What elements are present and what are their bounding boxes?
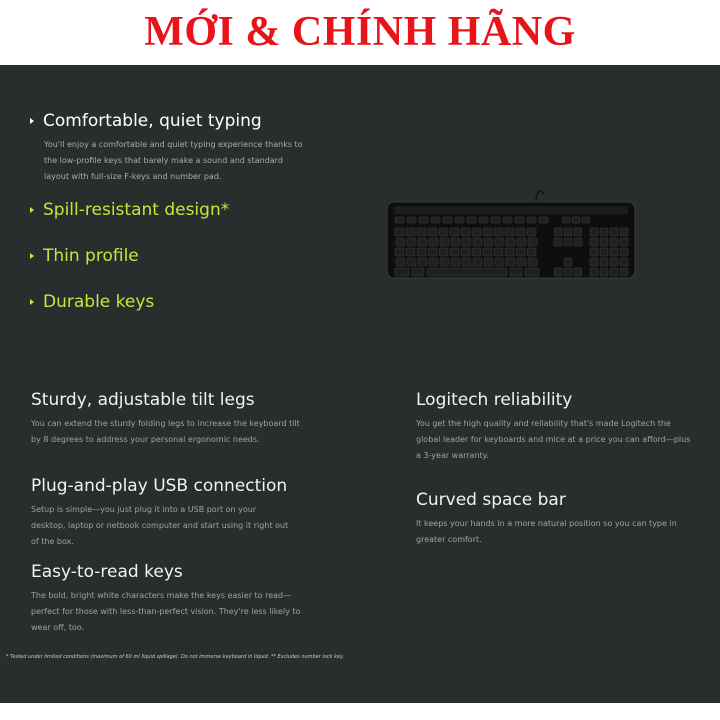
footnote: * Tested under limited conditions (maximum of 60 ml liquid spillage). Do not immerse keyboard in liquid. ** Excludes number lock key. [6,654,345,660]
feature-label: Spill-resistant design* [43,200,230,220]
feature-comfortable-quiet-typing[interactable] [30,111,262,131]
arrow-right-icon [30,118,34,124]
banner [0,0,720,65]
section-title-easy-keys: Easy-to-read keys [31,562,183,582]
section-title-space-bar: Curved space bar [416,490,566,510]
section-title-tilt-legs: Sturdy, adjustable tilt legs [31,390,255,410]
arrow-right-icon [30,207,34,213]
section-title-usb: Plug-and-play USB connection [31,476,288,496]
feature-description: You'll enjoy a comfortable and quiet typing experience thanks to the low-profile keys that barely make a sound and standard layout with full-size F-keys and number pad. [44,140,303,181]
section-description-reliability: You get the high quality and reliability that's made Logitech the global leader for keyboards and mice at a price you can afford—plus a 3-year warranty. [416,419,691,460]
feature-thin-profile[interactable] [30,246,139,266]
feature-label: Comfortable, quiet typing [43,111,262,131]
arrow-right-icon [30,299,34,305]
section-description-usb: Setup is simple—you just plug it into a USB port on your desktop, laptop or netbook computer and start using it right out of the box. [31,505,289,546]
feature-spill-resistant[interactable] [30,200,229,220]
arrow-right-icon [30,253,34,259]
section-description-easy-keys: The bold, bright white characters make the keys easier to read—perfect for those with less-than-perfect vision. They're less likely to wear off, too. [31,591,301,632]
section-description-space-bar: It keeps your hands in a more natural position so you can type in greater comfort. [416,519,677,544]
feature-label: Thin profile [43,246,139,266]
bottom-strip [0,703,720,720]
section-description-tilt-legs: You can extend the sturdy folding legs to increase the keyboard tilt by 8 degrees to address your personal ergonomic needs. [31,419,300,444]
keyboard-image [384,190,638,280]
feature-durable-keys[interactable] [30,292,154,312]
section-title-reliability: Logitech reliability [416,390,573,410]
banner-title: MỚI & CHÍNH HÃNG [144,9,576,55]
feature-label: Durable keys [43,292,155,312]
